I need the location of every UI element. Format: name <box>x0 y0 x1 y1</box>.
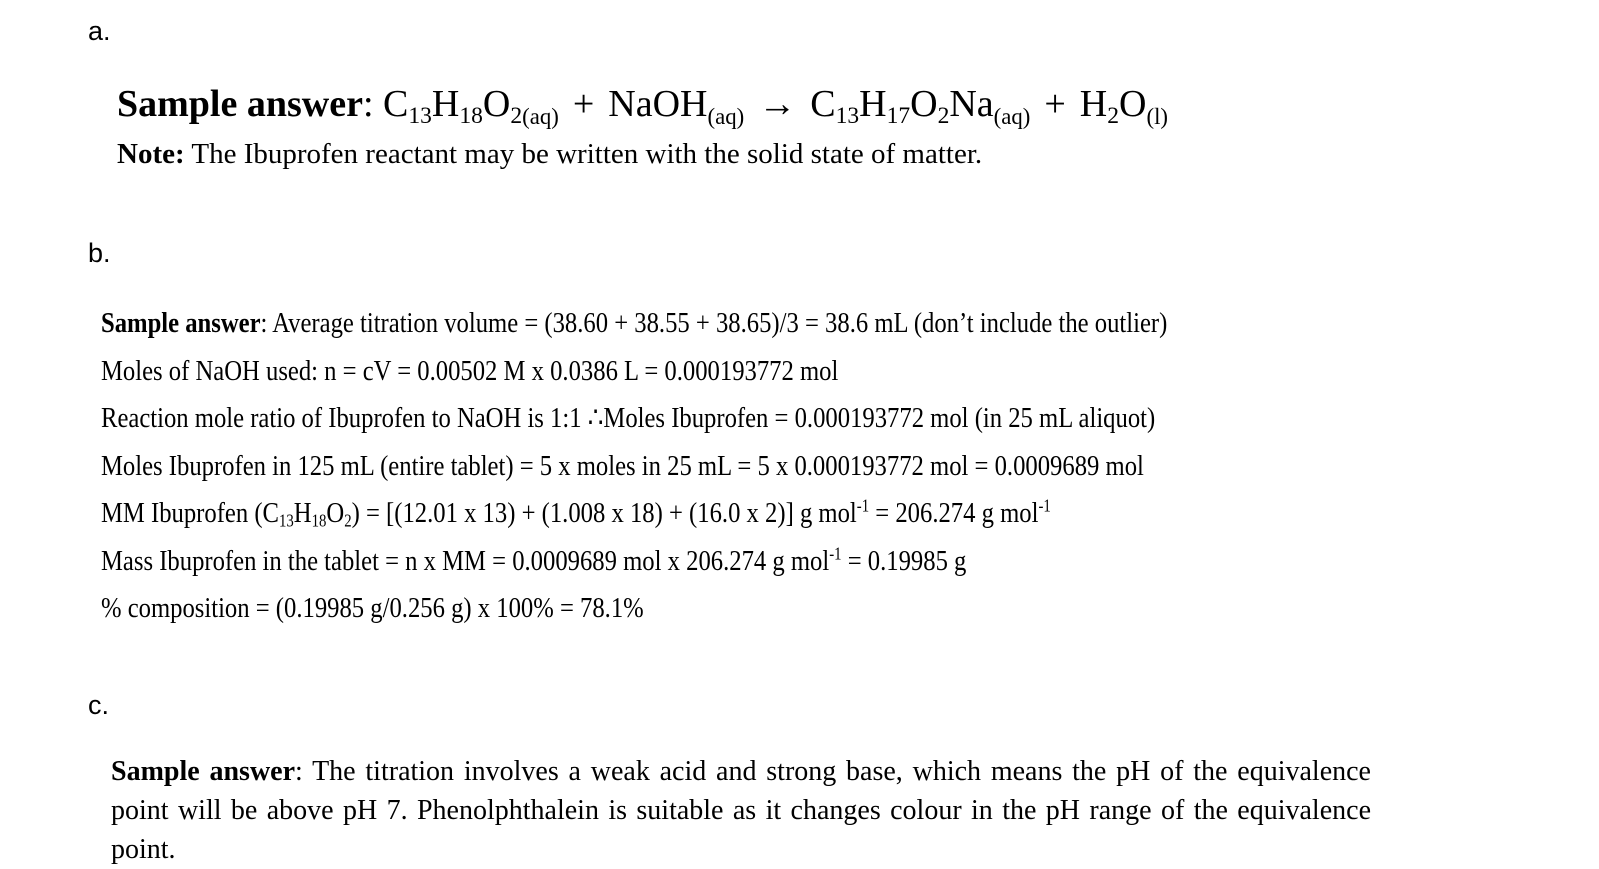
note-text: The Ibuprofen reactant may be written with the solid state of matter. <box>184 138 983 170</box>
note <box>117 138 982 171</box>
product-water: $H_2O_{(l)}$ <box>1079 83 1169 130</box>
part-c-answer: Sample answer: The titration involves a weak acid and strong base, which means the pH of the equivalence point will be above pH 7. Phenolphthalein is suitable as it changes colour in the pH range of the equivalence point. <box>111 756 1371 865</box>
calc-line-4: Moles Ibuprofen in 125 mL (entire tablet) = 5 x moles in 25 mL = 5 x 0.000193772 mol = 0.0009689 mol <box>101 449 1144 482</box>
sample-answer-label: Sample answer <box>117 83 363 125</box>
note-label: Note: <box>117 138 185 170</box>
sample-answer-label: Sample answer <box>101 307 261 339</box>
part-b-marker: b. <box>88 238 111 268</box>
reactant-ibuprofen: $C_{13}H_{18}O_{2(aq)}$ <box>383 83 559 130</box>
plus-sign: + <box>1044 83 1066 125</box>
calc-line-6: Mass Ibuprofen in the tablet = n x MM = 0.0009689 mol x 206.274 g mol$^{-1}$ = 0.19985 g <box>101 543 967 577</box>
plus-sign: + <box>572 83 595 125</box>
calc-line-1: Sample answer: Average titration volume = (38.60 + 38.55 + 38.65)/3 = 38.6 mL (don’t include the outlier) <box>101 307 1168 339</box>
calc-line-7: % composition = (0.19985 g/0.256 g) x 100% = 78.1% <box>101 592 644 624</box>
sample-answer-label: Sample answer <box>111 756 296 787</box>
calc-line-2: Moles of NaOH used: n = cV = 0.00502 M x 0.0386 L = 0.000193772 mol <box>101 354 839 387</box>
product-sodium-ibuprofen: $C_{13}H_{17}O_2Na_{(aq)}$ <box>810 83 1031 130</box>
calc-line-3: Reaction mole ratio of Ibuprofen to NaOH is 1:1 ∴Moles Ibuprofen = 0.000193772 mol (in 25 mL aliquot) <box>101 402 1156 434</box>
chemical-equation: Sample answer: $C_{13}H_{18}O_{2(aq)}$ + NaOH$_{(aq)}$ → $C_{13}H_{17}O_2Na_{(aq)} + H_2O_{(l)}$ <box>117 83 1169 130</box>
part-a-marker: a. <box>88 16 111 46</box>
calc-line-5: MM Ibuprofen $(C_{13}H_{18}O_2) = [(12.01$ x 13) + (1.008 x 18) + (16.0 x 2)] g mol$^{-1}$ = 206.274 g mol$^{-1}$ <box>101 495 1051 531</box>
part-c-marker: c. <box>88 690 110 720</box>
reaction-arrow: → <box>758 83 797 125</box>
reactant-naoh: NaOH$_{(aq)}$ <box>608 83 745 129</box>
calculation-block <box>101 300 1356 633</box>
